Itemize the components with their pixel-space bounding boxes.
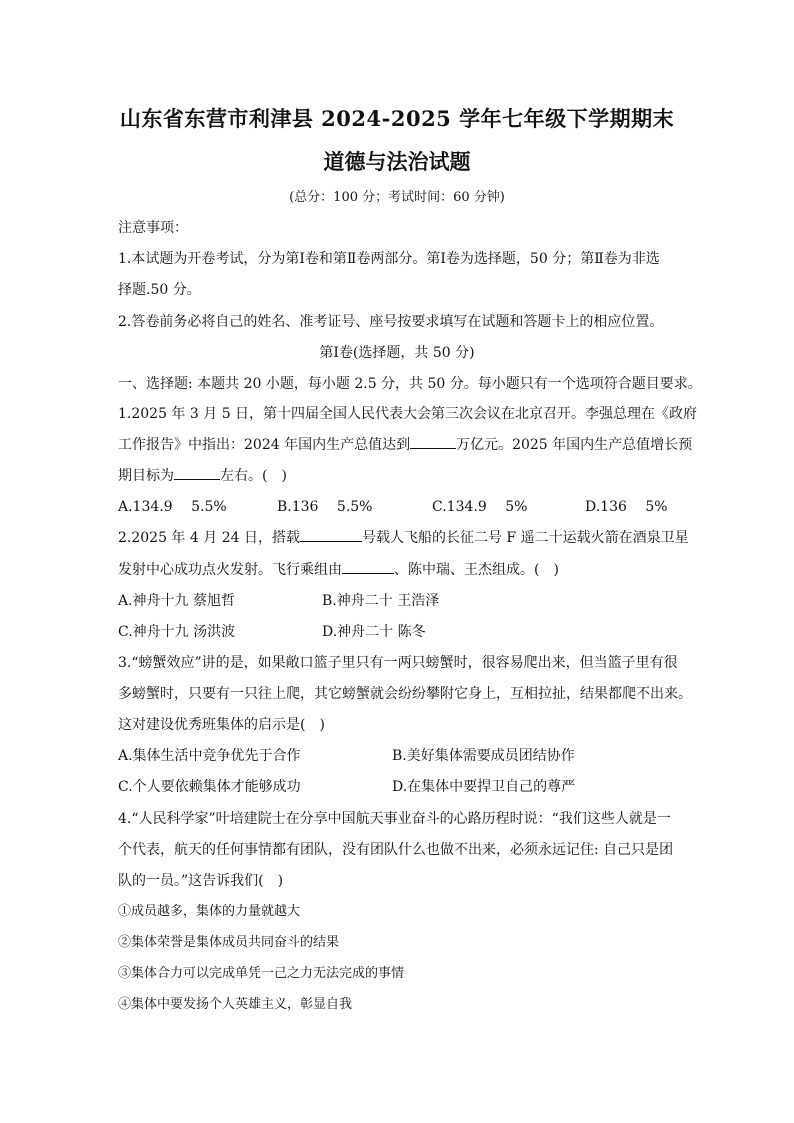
- q4-statement-1: ①成员越多，集体的力量就越大: [118, 904, 301, 919]
- question-2-text-2: [118, 561, 678, 579]
- question-4-text-2: 个代表，航天的任何事情都有团队，没有团队什么也做不出来，必须永远记住: 自己只是团: [118, 842, 674, 858]
- q3-option-d: D.在集体中要捍卫自己的尊严: [392, 779, 576, 795]
- q2-text-segment: 、陈中瑞、王杰组成。( ): [394, 562, 559, 578]
- q1-text-segment: 左右。( ): [220, 468, 287, 484]
- q3-option-c: C.个人要依赖集体才能够成功: [118, 779, 301, 795]
- q2-option-b: B.神舟二十 王浩泽: [322, 593, 440, 609]
- q1-option-a: A.134.9 5.5%: [118, 499, 227, 515]
- q3-option-b: B.美好集体需要成员团结协作: [392, 748, 575, 764]
- answer-blank: [300, 529, 362, 542]
- question-3-text-2: 多螃蟹时，只要有一只往上爬，其它螃蟹就会纷纷攀附它身上，互相拉扯，结果都爬不出来。: [118, 686, 692, 702]
- question-1-text-2: [118, 436, 693, 454]
- q2-option-c: C.神舟十九 汤洪波: [118, 624, 236, 640]
- question-3-text: 3.“螃蟹效应”讲的是，如果敞口篮子里只有一两只螃蟹时，很容易爬出来，但当篮子里有很: [118, 655, 678, 671]
- q1-text-segment: 工作报告》中指出：2024 年国内生产总值达到: [118, 437, 411, 453]
- q1-text-segment: 期目标为: [118, 468, 174, 484]
- q4-statement-2: ②集体荣誉是集体成员共同奋斗的结果: [118, 935, 340, 950]
- question-1-text: 1.2025 年 3 月 5 日，第十四届全国人民代表大会第三次会议在北京召开。李强总理在《政府: [118, 406, 698, 422]
- q2-option-d: D.神舟二十 陈冬: [322, 624, 426, 640]
- q1-text-segment: 万亿元。2025 年国内生产总值增长预: [456, 437, 693, 453]
- section-instructions: 一、选择题: 本题共 20 小题，每小题 2.5 分，共 50 分。每小题只有一个选项符合题目要求。: [118, 376, 702, 392]
- exam-subject-title: 道德与法治试题: [323, 149, 471, 174]
- question-2-text: [118, 529, 689, 547]
- question-4-text-3: 队的一员。”这告诉我们( ): [118, 873, 284, 889]
- q1-option-c: C.134.9 5%: [432, 499, 528, 515]
- q4-statement-3: ③集体合力可以完成单凭一己之力无法完成的事情: [118, 966, 405, 981]
- question-4-text: 4.“人民科学家”叶培建院士在分享中国航天事业奋斗的心路历程时说：“我们这些人就是一: [118, 811, 671, 827]
- q2-text-segment: 号载人飞船的长征二号 F 遥二十运载火箭在酒泉卫星: [361, 530, 689, 546]
- answer-blank: [174, 467, 220, 480]
- question-3-text-3: 这对建设优秀班集体的启示是( ): [118, 717, 325, 733]
- notes-item-1: 1.本试题为开卷考试，分为第Ⅰ卷和第Ⅱ卷两部分。第Ⅰ卷为选择题，50 分；第Ⅱ卷为非选: [118, 251, 660, 267]
- exam-title: 山东省东营市利津县 2024-2025 学年七年级下学期期末: [119, 106, 675, 131]
- q1-option-b: B.136 5.5%: [277, 499, 373, 515]
- notes-item-2: 2.答卷前务必将自己的姓名、准考证号、座号按要求填写在试题和答题卡上的相应位置。: [118, 314, 664, 330]
- question-1-text-3: [118, 467, 678, 485]
- q4-statement-4: ④集体中要发扬个人英雄主义，彰显自我: [118, 997, 353, 1012]
- answer-blank: [410, 436, 456, 449]
- q1-option-d: D.136 5%: [585, 499, 668, 515]
- q2-option-a: A.神舟十九 蔡旭哲: [118, 593, 236, 609]
- q3-option-a: A.集体生活中竞争优先于合作: [118, 748, 301, 764]
- exam-score-time: (总分：100 分；考试时间：60 分钟): [289, 190, 505, 205]
- q2-text-segment: 2.2025 年 4 月 24 日，搭载: [118, 530, 300, 546]
- section-title: 第Ⅰ卷(选择题，共 50 分): [319, 345, 475, 361]
- answer-blank: [342, 561, 394, 574]
- q2-text-segment: 发射中心成功点火发射。飞行乘组由: [118, 562, 342, 578]
- notes-heading: 注意事项：: [118, 220, 188, 236]
- notes-item-1-cont: 择题.50 分。: [118, 282, 201, 298]
